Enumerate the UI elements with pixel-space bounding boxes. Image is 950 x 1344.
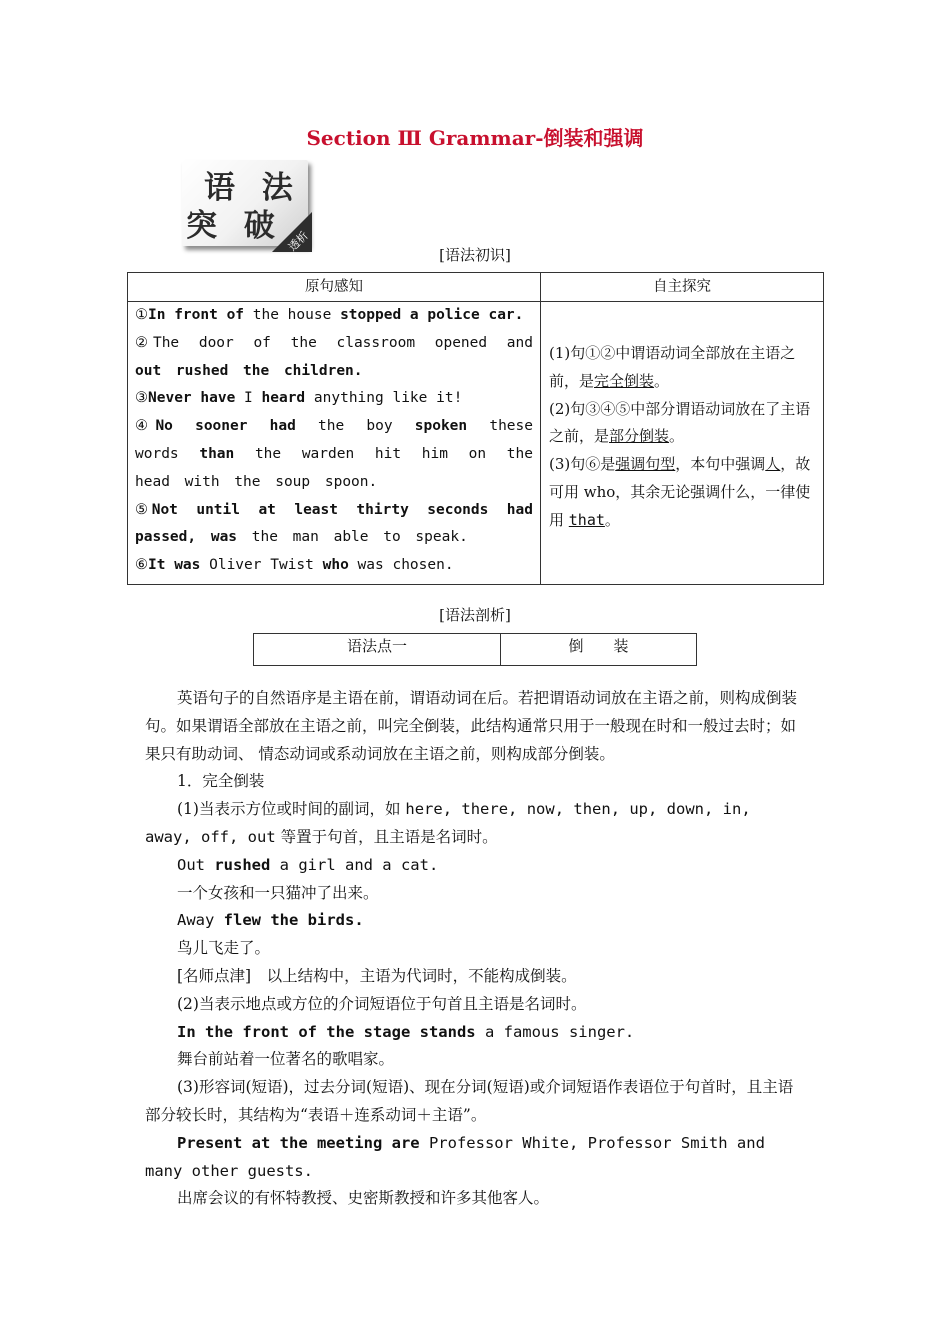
section-badge [182, 160, 312, 252]
rule-3: (3)形容词(短语)，过去分词(短语)、现在分词(短语)或介词短语作表语位于句首时，且主语部分较长时，其结构为“表语＋连系动词＋主语”。 [145, 1078, 794, 1124]
intro-caption: [语法初识] [439, 246, 511, 264]
example-2: ②The door of the classroom opened and out rushed the children. [135, 334, 533, 379]
col2-header: 自主探究 [541, 273, 824, 302]
example-stage: In the front of the stage stands a famous singer. [177, 1022, 635, 1041]
grammar-point-label: 语法点一 [254, 634, 501, 666]
explore-point-1: (1)句①②中谓语动词全部放在主语之前，是完全倒装。 [549, 344, 796, 390]
example-4: ④No sooner had the boy spoken these words than the warden hit him on the head with the soup spoon. [135, 418, 533, 490]
example-5: ⑤Not until at least thirty seconds had passed, was the man able to speak. [135, 501, 533, 546]
translation-4: 出席会议的有怀特教授、史密斯教授和许多其他客人。 [177, 1189, 550, 1208]
badge-line-2: 突 破 [186, 208, 283, 244]
translation-1: 一个女孩和一只猫冲了出来。 [177, 883, 379, 902]
badge-line-1: 语 法 [204, 170, 301, 206]
example-6: ⑥It was Oliver Twist who was chosen. [135, 557, 454, 574]
example-away-flew: Away flew the birds. [177, 911, 364, 930]
grammar-point-table [253, 633, 697, 666]
col1-header: 原句感知 [128, 273, 541, 302]
grammar-intro-table [127, 272, 824, 585]
example-3: ③Never have I heard anything like it! [135, 390, 463, 407]
grammar-point-topic: 倒 装 [501, 634, 697, 666]
rule-1: (1)当表示方位或时间的副词，如 here, there, now, then, up, down, in, away, off, out 等置于句首，且主语是名词时。 [145, 800, 751, 846]
grammar-body [145, 685, 805, 1213]
translation-3: 舞台前站着一位著名的歌唱家。 [177, 1050, 395, 1069]
teacher-note: [名师点津] 以上结构中，主语为代词时，不能构成倒装。 [177, 966, 577, 985]
rule-2: (2)当表示地点或方位的介词短语位于句首且主语是名词时。 [177, 994, 587, 1013]
badge-corner-label: 透析 [285, 228, 311, 254]
explore-point-2: (2)句③④⑤中部分谓语动词放在了主语之前，是部分倒装。 [549, 399, 811, 446]
explore-point-3: (3)句⑥是强调句型，本句中强调人，故可用 who，其余无论强调什么，一律使用 that。 [549, 455, 811, 529]
explore-notes [541, 302, 824, 585]
example-1: ①In front of the house stopped a police car. [135, 307, 524, 323]
translation-2: 鸟儿飞走了。 [177, 939, 271, 958]
page-title: Section Ⅲ Grammar-倒装和强调 [306, 126, 644, 150]
heading-full-inversion: 1．完全倒装 [177, 772, 265, 791]
analysis-caption: [语法剖析] [439, 606, 511, 624]
body-intro: 英语句子的自然语序是主语在前，谓语动词在后。若把谓语动词放在主语之前，则构成倒装句。如果谓语全部放在主语之前，叫完全倒装，此结构通常只用于一般现在时和一般过去时；如果只有助动词、 情态动词或系动词放在主语之前，则构成部分倒装。 [145, 689, 798, 763]
example-out-rushed: Out rushed a girl and a cat. [177, 855, 439, 874]
example-sentences [128, 302, 541, 585]
example-meeting: Present at the meeting are Professor White, Professor Smith and many other guests. [145, 1133, 765, 1180]
